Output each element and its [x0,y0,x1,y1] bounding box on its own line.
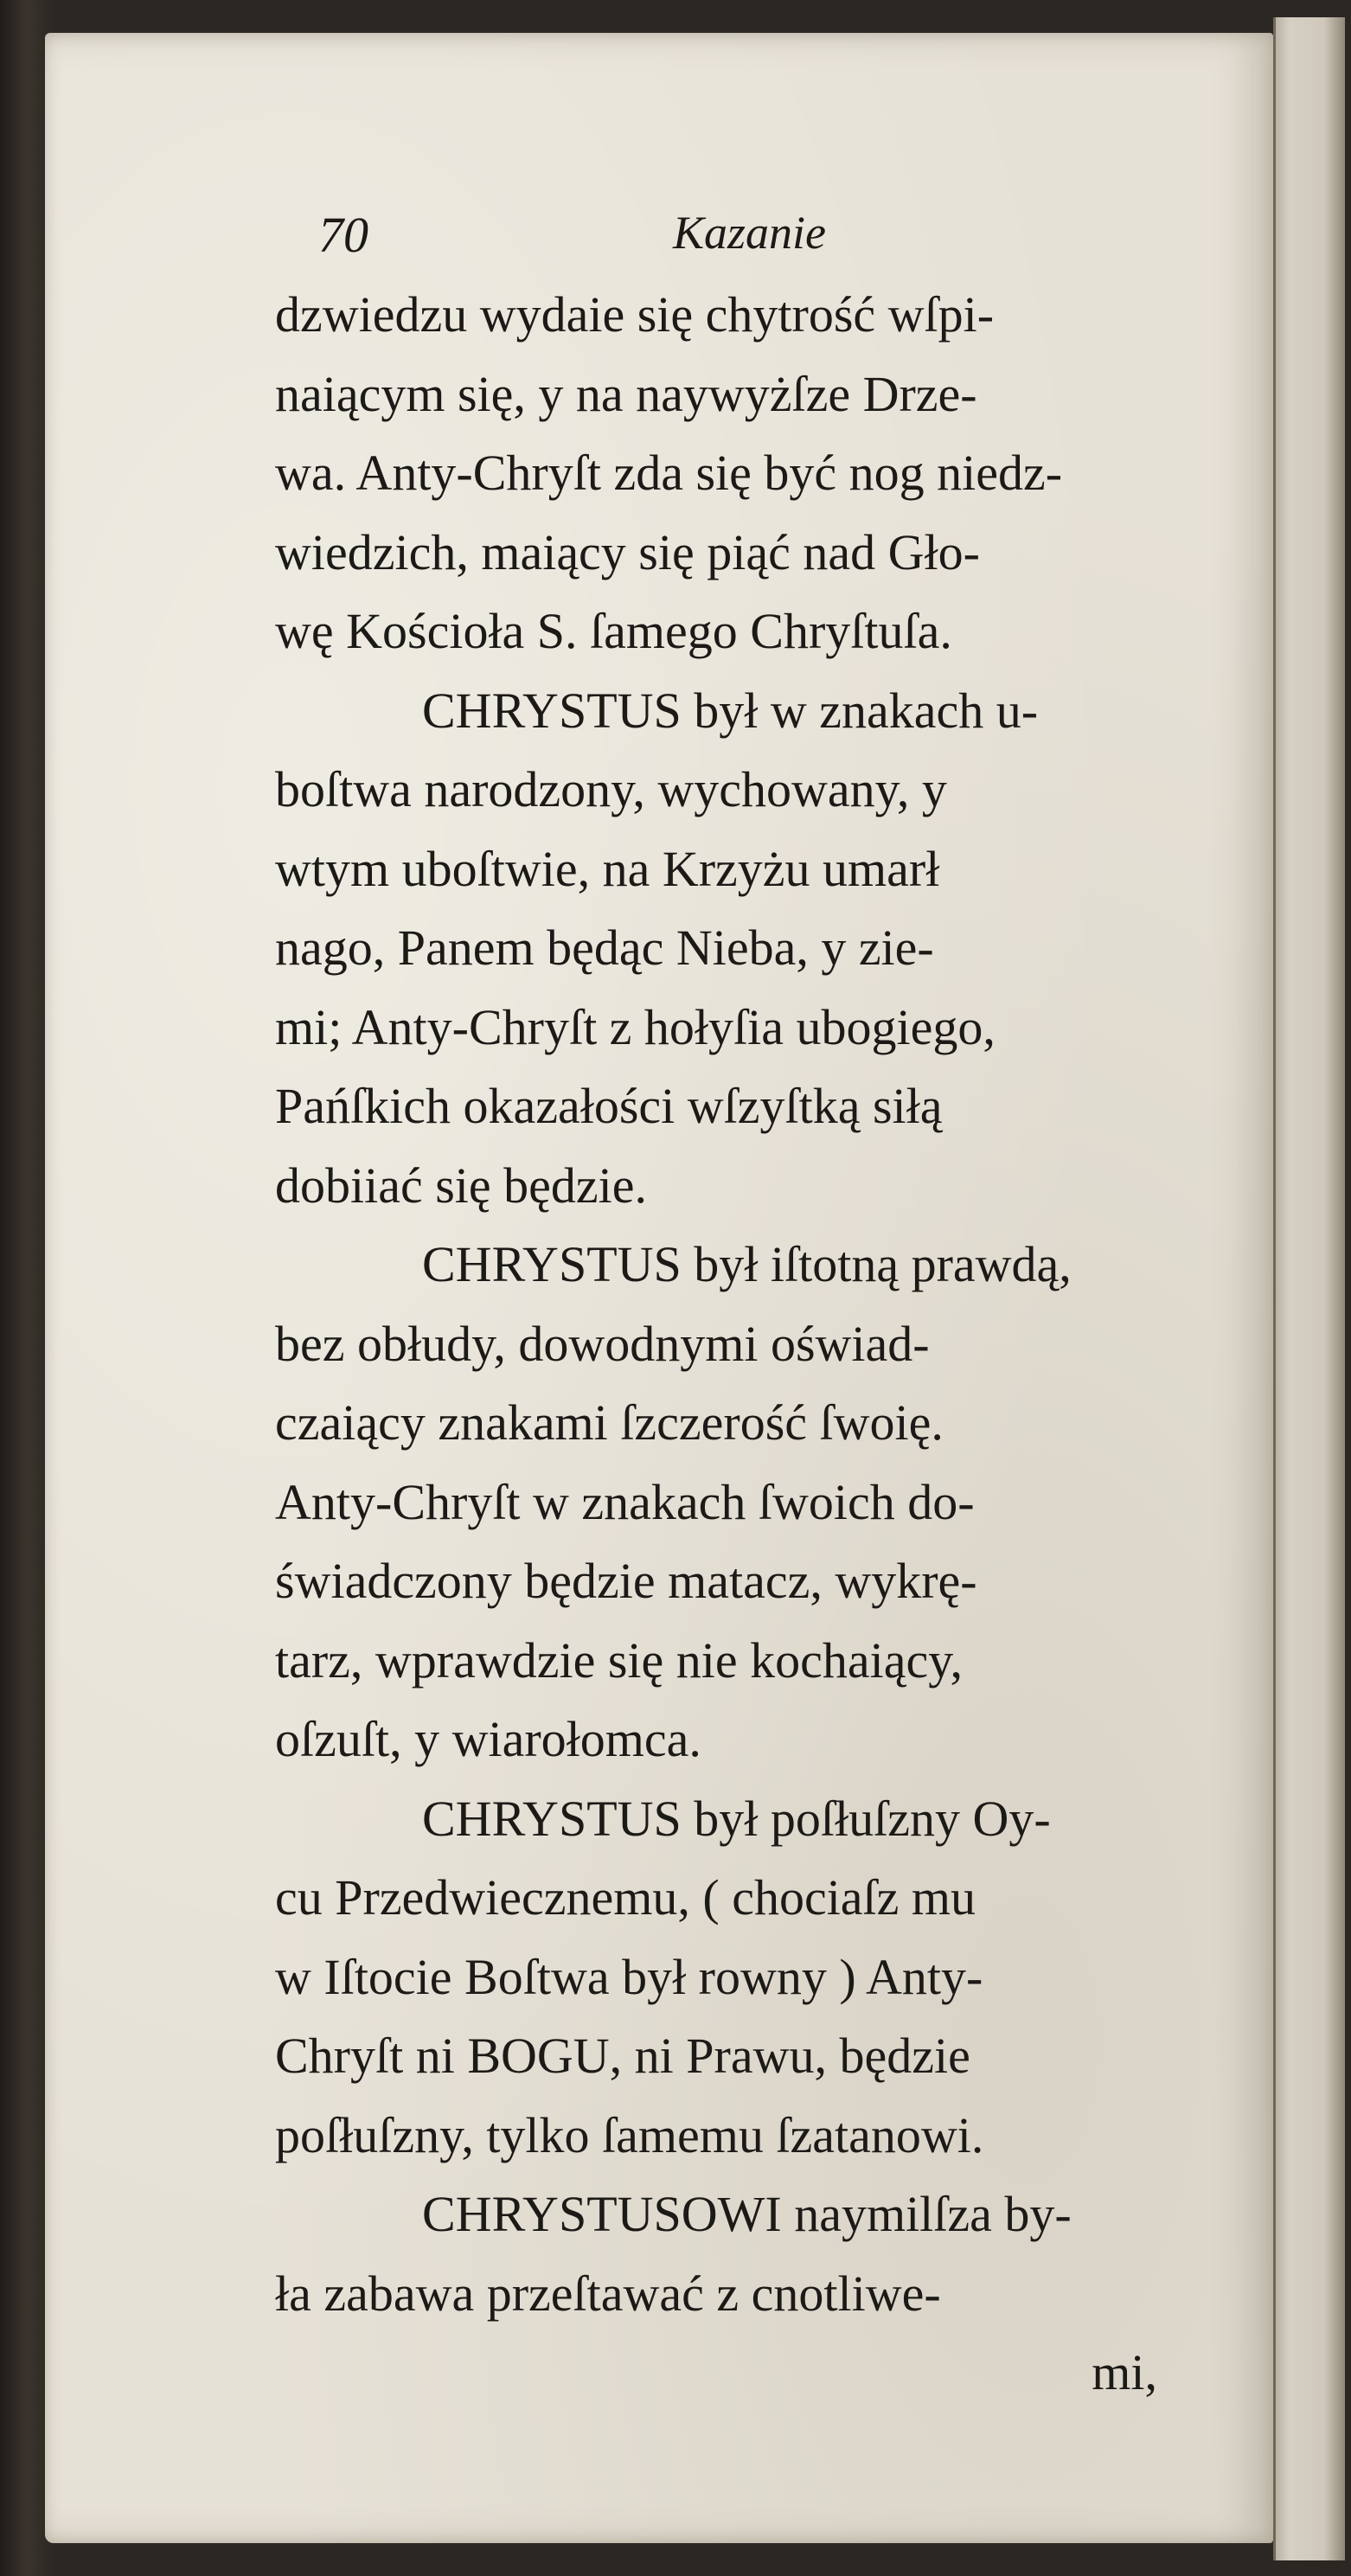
text-line: boſtwa narodzony, wychowany, y [275,761,947,817]
text-line: wę Kościoła S. ſamego Chryſtuſa. [275,603,952,659]
text-line: poſłuſzny, tylko ſamemu ſzatanowi. [275,2106,984,2163]
text-line: wiedzich, maiący się piąć nad Gło- [275,523,980,580]
facing-page-edge [1273,17,1345,2560]
text-line: ła zabawa przeſtawać z cnotliwe- [275,2265,941,2322]
paragraph-start-line: CHRYSTUSOWI naymilſza by- [422,2186,1072,2242]
paragraph-start-line: CHRYSTUS był poſłuſzny Oy- [422,1790,1051,1847]
text-line: w Iſtocie Boſtwa był rowny ) Anty- [275,1948,983,2005]
text-line: wa. Anty-Chryſt zda się być nog niedz- [275,445,1063,501]
text-line: Chryſt ni BOGU, ni Prawu, będzie [275,2028,970,2084]
text-line: świadczony będzie matacz, wykrę- [275,1553,977,1609]
running-head [275,206,1252,275]
text-line: nago, Panem będąc Nieba, y zie- [275,920,934,976]
page-text-block [275,206,1252,2413]
text-line: czaiący znakami ſzczerość ſwoię. [275,1394,944,1451]
paragraph-start-line: CHRYSTUS był iſtotną prawdą, [422,1236,1072,1292]
text-line: dzwiedzu wydaie się chytrość wſpi- [275,286,995,343]
page-number: 70 [318,207,368,263]
catchword-line: mi, [1092,2344,1157,2400]
text-line: mi; Anty-Chryſt z hołyſia ubogiego, [275,998,996,1055]
text-line: naiącym się, y na naywyżſze Drze- [275,365,977,422]
text-line: cu Przedwiecznemu, ( chociaſz mu [275,1869,976,1926]
text-line: oſzuſt, y wiarołomca. [275,1711,701,1767]
running-head-title: Kazanie [673,207,827,259]
text-line: bez obłudy, dowodnymi oświad- [275,1315,930,1372]
text-line: wtym uboſtwie, na Krzyżu umarł [275,840,940,897]
paragraph-start-line: CHRYSTUS był w znakach u- [422,682,1039,739]
text-line: dobiiać się będzie. [275,1157,647,1214]
text-line: Pańſkich okazałości wſzyſtką siłą [275,1078,943,1134]
text-line: Anty-Chryſt w znakach ſwoich do- [275,1473,975,1530]
text-line: tarz, wprawdzie się nie kochaiący, [275,1631,963,1688]
